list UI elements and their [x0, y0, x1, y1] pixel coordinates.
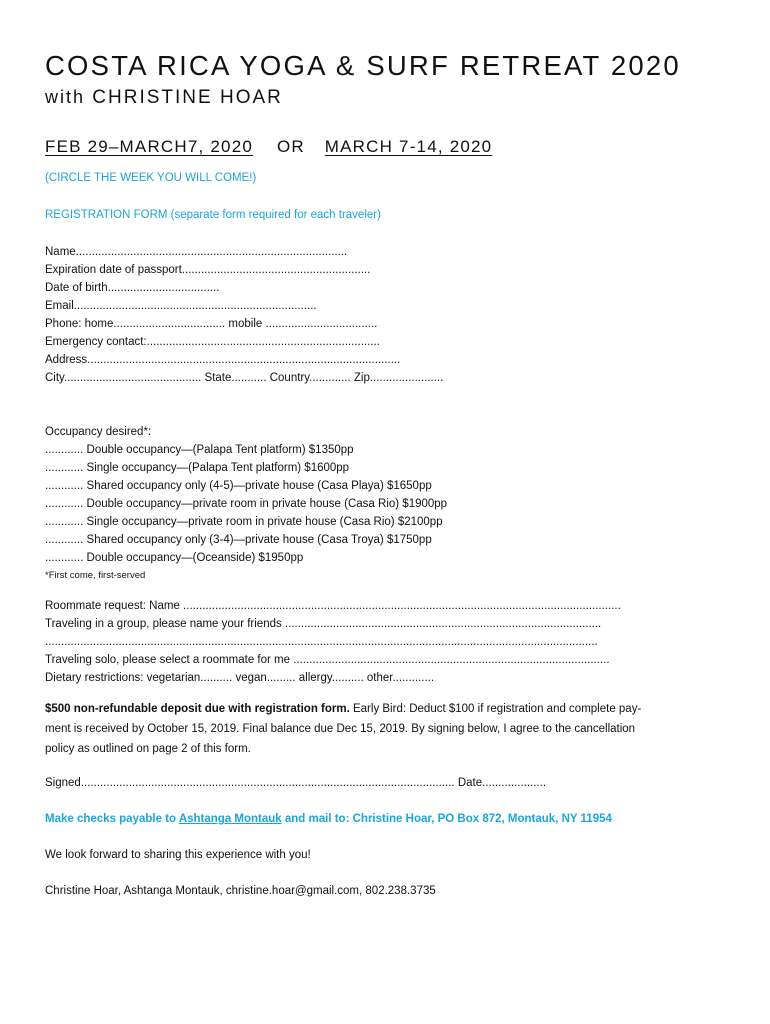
requests-section [45, 597, 735, 687]
occupancy-option[interactable]: ............ Double occupancy—(Oceanside) $1950pp [45, 552, 304, 564]
ashtanga-montauk-link[interactable]: Ashtanga Montauk [178, 813, 282, 825]
payment-suffix: and mail to: Christine Hoar, PO Box 872, Montauk, NY 11954 [281, 813, 612, 825]
name-field[interactable]: Name..................................................................................... [45, 246, 348, 258]
week-option-1[interactable]: FEB 29–MARCH7, 2020 [45, 137, 253, 156]
occupancy-footnote: *First come, first-served [45, 570, 146, 581]
occupancy-option[interactable]: ............ Double occupancy—(Palapa Tent platform) $1350pp [45, 444, 354, 456]
dates-or: OR [276, 137, 305, 156]
page-subtitle [45, 84, 735, 111]
retreat-dates [45, 136, 735, 158]
deposit-early-bird: Early Bird: Deduct $100 if registration and complete pay- [349, 703, 642, 715]
group-friends-field-continued[interactable]: ............................................................................................................................................................................. [45, 636, 598, 648]
email-field[interactable]: Email............................................................................ [45, 300, 317, 312]
occupancy-option[interactable]: ............ Double occupancy—private room in private house (Casa Rio) $1900pp [45, 498, 448, 510]
emergency-contact-field[interactable]: Emergency contact:......................................................................... [45, 336, 380, 348]
occupancy-option[interactable]: ............ Shared occupancy only (3-4)—private house (Casa Troya) $1750pp [45, 534, 432, 546]
occupancy-section [45, 423, 735, 585]
group-friends-field[interactable]: Traveling in a group, please name your friends ................................................................................................... [45, 618, 602, 630]
phone-field[interactable]: Phone: home................................... mobile ................................... [45, 318, 378, 330]
page-title: COSTA RICA YOGA & SURF RETREAT 2020 [45, 50, 681, 81]
deposit-line-3: policy as outlined on page 2 of this form. [45, 743, 251, 755]
deposit-bold: $500 non-refundable deposit due with registration form. [45, 703, 350, 715]
deposit-terms [45, 699, 735, 759]
city-state-country-zip-field[interactable]: City........................................... State........... Country............. Zip....................... [45, 372, 444, 384]
occupancy-option[interactable]: ............ Single occupancy—(Palapa Tent platform) $1600pp [45, 462, 350, 474]
date-of-birth-field[interactable]: Date of birth................................... [45, 282, 220, 294]
occupancy-option[interactable]: ............ Single occupancy—private room in private house (Casa Rio) $2100pp [45, 516, 443, 528]
week-option-2[interactable]: MARCH 7-14, 2020 [324, 137, 493, 156]
circle-week-note: (CIRCLE THE WEEK YOU WILL COME!) [45, 172, 257, 184]
payment-prefix: Make checks payable to [45, 813, 179, 825]
registration-form-page [45, 48, 735, 900]
contact-info: Christine Hoar, Ashtanga Montauk, christine.hoar@gmail.com, 802.238.3735 [45, 885, 436, 897]
address-field[interactable]: Address.................................................................................................. [45, 354, 401, 366]
passport-expiration-field[interactable]: Expiration date of passport........................................................... [45, 264, 371, 276]
roommate-request-field[interactable]: Roommate request: Name ......................................................................................................................................... [45, 600, 621, 612]
deposit-line-2: ment is received by October 15, 2019. Final balance due Dec 15, 2019. By signing below, I agree to the cancellation [45, 723, 636, 735]
traveler-fields [45, 243, 735, 387]
dietary-restrictions-field[interactable]: Dietary restrictions: vegetarian.......... vegan......... allergy.......... other............. [45, 672, 435, 684]
subtitle-with: with [45, 87, 86, 107]
closing-message: We look forward to sharing this experience with you! [45, 849, 311, 861]
solo-roommate-field[interactable]: Traveling solo, please select a roommate for me ................................................................................................... [45, 654, 610, 666]
subtitle-name: CHRISTINE HOAR [92, 87, 283, 108]
signature-date-field[interactable]: Signed..................................................................................................................... Date.................... [45, 777, 547, 789]
occupancy-label: Occupancy desired*: [45, 426, 152, 438]
occupancy-option[interactable]: ............ Shared occupancy only (4-5)—private house (Casa Playa) $1650pp [45, 480, 432, 492]
deposit-line-1 [45, 699, 735, 719]
payment-instructions [45, 810, 735, 828]
registration-form-note: REGISTRATION FORM (separate form required for each traveler) [45, 209, 381, 221]
